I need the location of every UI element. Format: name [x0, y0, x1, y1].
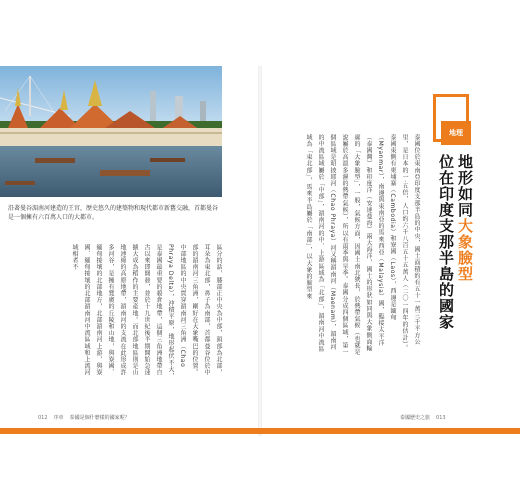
footer-chapter: 序章 — [53, 415, 64, 421]
photo-caption: 沿著曼谷湄南河建造的王宮，歷史悠久的建築物和現代都市新舊交融，首都曼谷是一個擁有六百萬人口的大都市。 — [8, 205, 219, 221]
right-body-text: 泰國位於東南亞印度支那半島的中央，國土面積約有五十一萬三千平方公里，是日本的一·五倍，人口約六千八百五十五萬人（二〇一四年的估計）。泰國東側有柬埔寨（Cambodia）和寮國（Laos），西邊是緬甸（Myanmar），南邊與東南亞的馬來西亞（Malaysia）國，臨接太平洋（泰國灣）和印度洋（安達曼海）兩大海洋，國土的形狀如同與大象側面輪廓的「大象臉型」，一般，氣候方面，因國土南北狹長，於熱帶氣候（也就是說屬於高溫多濕的熱帶氣候），所以有雨季與旱季。泰國分成四個區域，第一個區域是昭披耶河（Chao Phraya）河又稱湄南河（Maenam），湄南河的中流區域屬於「中部」，湄南河的中、上游區域為「北部」，湄南河中流區域為「東北部」，馬來半島屬於「南部」，以大象的臉型來 — [305, 134, 420, 356]
heading-line-1-prefix: 地形如同 — [456, 154, 474, 218]
heading-highlight: 大象臉型 — [456, 218, 474, 282]
page-number-left: 012 — [38, 414, 48, 421]
section-tag: 地理 — [441, 121, 471, 145]
heading-line-1 — [456, 154, 474, 282]
left-body-text: 區分的話，膝部正中央為中部，頭部為北部，耳朵為東北部，鼻子為南部，首都曼谷位於中部的湄南河三角洲，剛好在大象嘴巴的位置。中部地區的中央貫穿湄南河三角洲（Chao Phraya Delta），沖積平原，地形起伏不大，是泰國最重要的穀倉地帶，這個三角洲地帶自古以來即開發，並於十九世紀後半期開始急速擴大成為稻作的主要產地。而北部地區則是山地連綿的高原地帶，湄南河的支流在此形成許多河谷，是擁有寬廣的丘陵和山地，與寮國、緬甸接壤的北部地方，北部湄南河上游，與寮國、緬甸接壤的北部湄南河中流區域和上流河域相者不 — [71, 244, 222, 380]
bangkok-palace-photo — [0, 66, 222, 197]
heading-line-2: 位在印度支那半島的國家 — [437, 154, 455, 330]
footer-book-title: 泰國歷史之旅 — [400, 415, 431, 421]
footer-left — [38, 414, 130, 421]
footer-right — [400, 414, 446, 421]
book-spread — [0, 66, 520, 436]
footer-chapter-title: 泰國是個什麼樣的國家呢？ — [69, 415, 130, 421]
bottom-accent-bar — [0, 428, 520, 434]
book-gutter — [258, 66, 262, 436]
page-number-right: 013 — [436, 414, 446, 421]
